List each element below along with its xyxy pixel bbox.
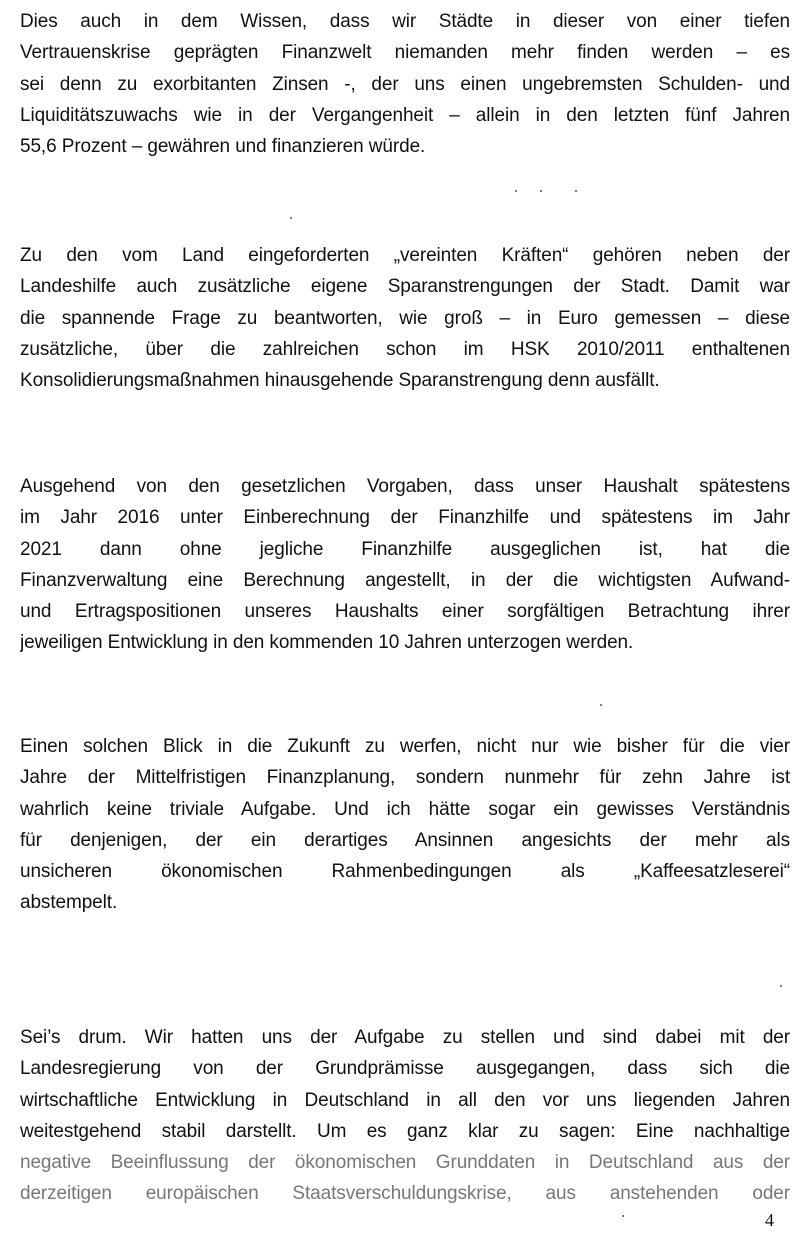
- scan-speck: [290, 217, 292, 219]
- text-line: Konsolidierungsmaßnahmen hinausgehende Sparanstrengung denn ausfällt.: [20, 370, 660, 392]
- text-line: Liquiditätszuwachs wie in der Vergangenheit – allein in den letzten fünf Jahren: [20, 104, 790, 126]
- text-line: Vertrauenskrise geprägten Finanzwelt niemanden mehr finden werden – es: [20, 42, 790, 64]
- paragraph-5: [20, 1022, 790, 1210]
- paragraph-1: [20, 6, 790, 162]
- text-line: die spannende Frage zu beantworten, wie groß – in Euro gemessen – diese: [20, 307, 790, 329]
- text-line: Jahre der Mittelfristigen Finanzplanung, sondern nunmehr für zehn Jahre ist: [20, 767, 790, 789]
- text-line: Zu den vom Land eingeforderten „vereinten Kräften“ gehören neben der: [20, 245, 790, 266]
- scan-speck: [622, 1215, 624, 1217]
- text-line: Einen solchen Blick in die Zukunft zu werfen, nicht nur wie bisher für die vier: [20, 736, 790, 757]
- text-line: und Ertragspositionen unseres Haushalts einer sorgfältigen Betrachtung ihrer: [20, 601, 790, 623]
- scan-speck: [515, 190, 517, 192]
- text-line: Finanzverwaltung eine Berechnung angestellt, in der die wichtigsten Aufwand-: [20, 569, 790, 591]
- text-line: negative Beeinflussung der ökonomischen Grunddaten in Deutschland aus der: [20, 1152, 790, 1174]
- text-line: sei denn zu exorbitanten Zinsen -, der uns einen ungebremsten Schulden- und: [20, 73, 790, 95]
- text-line: wahrlich keine triviale Aufgabe. Und ich hätte sogar ein gewisses Verständnis: [20, 798, 790, 820]
- text-line: abstempelt.: [20, 892, 118, 914]
- text-line: 2021 dann ohne jegliche Finanzhilfe ausgeglichen ist, hat die: [20, 538, 790, 560]
- scan-speck: [575, 190, 577, 192]
- text-line: derzeitigen europäischen Staatsverschuldungskrise, aus anstehenden oder: [20, 1183, 790, 1205]
- text-line: Ausgehend von den gesetzlichen Vorgaben, dass unser Haushalt spätestens: [20, 476, 790, 497]
- text-line: jeweiligen Entwicklung in den kommenden 10 Jahren unterzogen werden.: [20, 632, 634, 654]
- scan-speck: [600, 704, 602, 706]
- page-number: 4: [765, 1210, 774, 1230]
- text-line: unsicheren ökonomischen Rahmenbedingungen als „Kaffeesatzleserei“: [20, 861, 790, 883]
- text-line: wirtschaftliche Entwicklung in Deutschland in all den vor uns liegenden Jahren: [20, 1089, 790, 1111]
- text-line: Landesregierung von der Grundprämisse ausgegangen, dass sich die: [20, 1058, 790, 1080]
- text-line: im Jahr 2016 unter Einberechnung der Finanzhilfe und spätestens im Jahr: [20, 507, 790, 529]
- text-line: für denjenigen, der ein derartiges Ansinnen angesichts der mehr als: [20, 829, 790, 851]
- scan-speck: [780, 985, 782, 987]
- text-line: Dies auch in dem Wissen, dass wir Städte in dieser von einer tiefen: [20, 11, 790, 32]
- paragraph-3: [20, 471, 790, 659]
- paragraph-2: [20, 240, 790, 396]
- text-line: zusätzliche, über die zahlreichen schon im HSK 2010/2011 enthaltenen: [20, 338, 790, 360]
- text-line: 55,6 Prozent – gewähren und finanzieren würde.: [20, 136, 426, 158]
- paragraph-4: [20, 731, 790, 919]
- scan-speck: [540, 190, 542, 192]
- text-line: Landeshilfe auch zusätzliche eigene Sparanstrengungen der Stadt. Damit war: [20, 276, 790, 298]
- text-line: weitestgehend stabil darstellt. Um es ganz klar zu sagen: Eine nachhaltige: [20, 1120, 790, 1142]
- text-line: Sei’s drum. Wir hatten uns der Aufgabe zu stellen und sind dabei mit der: [20, 1027, 790, 1048]
